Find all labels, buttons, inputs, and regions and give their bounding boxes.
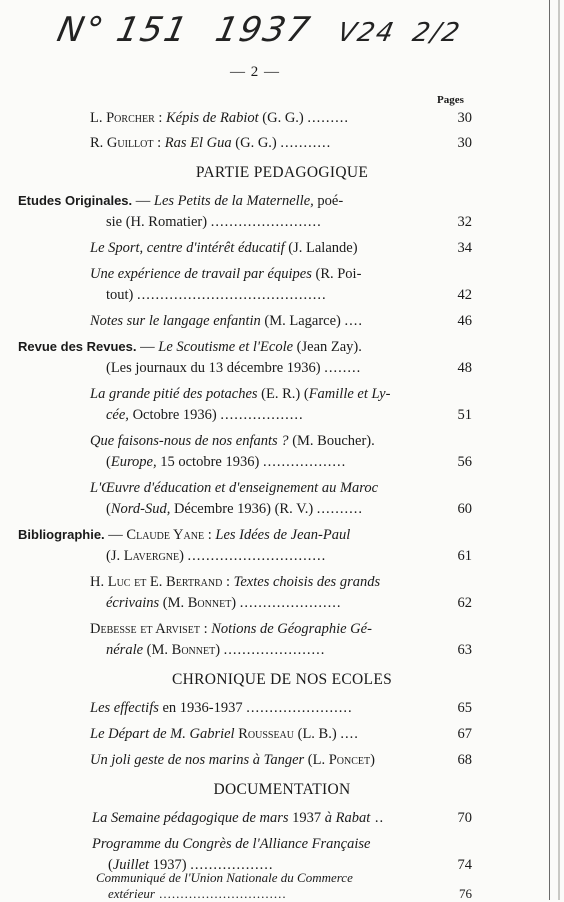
toc-entry: Que faisons-nous de nos enfants ? (M. Boucher). [90, 433, 375, 449]
entry-title: Ras El Gua [164, 135, 232, 151]
subsection-heading: Revue des Revues. [18, 339, 137, 354]
toc-entry-continued: (Europe, 15 octobre 1936) .................. 56 [106, 454, 472, 470]
section-heading-partie-pedagogique: PARTIE PEDAGOGIQUE [195, 164, 369, 181]
entry-page: 56 [457, 454, 472, 470]
entry-page: 63 [457, 642, 472, 658]
toc-entry-continued: (Les journaux du 13 décembre 1936) ........ 48 [106, 360, 472, 376]
entry-title: La Semaine pédagogique de mars [92, 810, 289, 826]
page-number: — 2 — [230, 64, 280, 80]
entry-title: L'Œuvre d'éducation et d'enseignement au Maroc [90, 480, 379, 496]
entry-page: 30 [457, 110, 472, 126]
toc-entry-continued: écrivains (M. Bonnet) ...................... 62 [106, 595, 472, 611]
entry-page: 30 [457, 135, 472, 151]
toc-entry: Le Départ de M. Gabriel Rousseau (L. B.) .... 67 [90, 726, 472, 742]
entry-title: Le Sport, centre d'intérêt éducatif [90, 240, 285, 256]
handwritten-year: 1937 [211, 10, 315, 50]
entry-title: Képis de Rabiot [166, 110, 259, 126]
handwritten-volume: V24 [334, 18, 399, 48]
toc-entry-continued: (Juillet 1937) .................. 74 [108, 857, 472, 873]
toc-entry: R. Guillot : Ras El Gua (G. G.) ........... 30 [90, 135, 472, 151]
entry-page: 42 [457, 287, 472, 303]
entry-title: Une expérience de travail par équipes [90, 266, 312, 282]
entry-title: Que faisons-nous de nos enfants ? [90, 433, 289, 449]
handwritten-number: N° 151 [53, 10, 193, 50]
entry-page: 74 [457, 857, 472, 873]
toc-entry: Une expérience de travail par équipes (R. Poi- [90, 266, 362, 282]
entry-author: L. Porcher [90, 110, 155, 126]
entry-author: Debesse et Arviset [90, 621, 200, 637]
toc-entry: Etudes Originales. — Les Petits de la Maternelle, poé- [18, 193, 344, 209]
toc-entry: Bibliographie. — Claude Yane : Les Idées de Jean-Paul [18, 527, 351, 543]
toc-entry-continued: sie (H. Romatier) ........................ 32 [106, 214, 472, 230]
toc-entry-continued: tout) ......................................... 42 [106, 287, 472, 303]
subsection-heading: Bibliographie. [18, 527, 105, 542]
toc-entry: La grande pitié des potaches (E. R.) (Famille et Ly- [90, 386, 391, 402]
entry-title: Le Scoutisme et l'Ecole [158, 339, 294, 355]
handwritten-part: 2/2 [409, 18, 464, 48]
toc-entry: Notes sur le langage enfantin (M. Lagarce) .... 46 [90, 313, 472, 329]
entry-title: Les Petits de la Maternelle, [153, 193, 314, 209]
entry-author: Claude Yane [126, 527, 205, 543]
toc-entry-continued: cée, Octobre 1936) .................. 51 [106, 407, 472, 423]
entry-title: Notions de Géographie Gé- [211, 621, 372, 637]
entry-title: Les Idées de Jean-Paul [215, 527, 351, 543]
entry-title: Communiqué de l'Union Nationale du Commerce [96, 870, 353, 885]
entry-page: 34 [457, 240, 472, 256]
toc-entry-continued: nérale (M. Bonnet) ...................... 63 [106, 642, 472, 658]
toc-entry-continued: (Nord-Sud, Décembre 1936) (R. V.) .......... 60 [106, 501, 472, 517]
handwritten-annotation [54, 10, 484, 50]
entry-page: 46 [457, 313, 472, 329]
toc-entry: Debesse et Arviset : Notions de Géographie Gé- [90, 621, 372, 637]
entry-title: Textes choisis des grands [233, 574, 381, 590]
entry-title: Le Départ de M. Gabriel [90, 726, 235, 742]
toc-entry [0, 836, 564, 858]
entry-page: 68 [457, 752, 472, 768]
section-heading-documentation: DOCUMENTATION [213, 781, 351, 798]
entry-title: Les effectifs [90, 700, 159, 716]
toc-entry [0, 480, 564, 502]
entry-author: R. Guillot [90, 135, 154, 151]
toc-entry: L. Porcher : Képis de Rabiot (G. G.) ......... 30 [90, 110, 472, 126]
entry-page: 48 [457, 360, 472, 376]
section-heading-chronique: CHRONIQUE DE NOS ECOLES [171, 671, 393, 688]
entry-page: 70 [457, 810, 472, 826]
entry-page: 32 [457, 214, 472, 230]
entry-title: Programme du Congrès de l'Alliance Française [92, 836, 371, 852]
toc-entry: Communiqué de l'Union Nationale du Commerce extérieur .............................. 76 [96, 870, 472, 901]
entry-page: 67 [457, 726, 472, 742]
entry-page: 51 [457, 407, 472, 423]
entry-page: 62 [457, 595, 472, 611]
toc-entry: Un joli geste de nos marins à Tanger (L. Poncet) 68 [90, 752, 472, 768]
entry-title: Notes sur le langage enfantin [90, 313, 261, 329]
toc-entry: H. Luc et E. Bertrand : Textes choisis des grands [90, 574, 381, 590]
pages-column-label: Pages [437, 94, 464, 106]
toc-entry: Les effectifs en 1936-1937 ....................... 65 [90, 700, 472, 716]
toc-entry: Revue des Revues. — Le Scoutisme et l'Ecole (Jean Zay). [18, 339, 362, 355]
entry-title: Un joli geste de nos marins à Tanger [90, 752, 305, 768]
toc-entry: Le Sport, centre d'intérêt éducatif (J. Lalande) 34 [90, 240, 472, 256]
entry-page: 60 [457, 501, 472, 517]
entry-author: H. Luc et E. Bertrand [90, 574, 223, 590]
entry-page: 76 [459, 886, 472, 901]
entry-page: 65 [457, 700, 472, 716]
toc-entry: La Semaine pédagogique de mars 1937 à Rabat .. 70 [92, 810, 472, 826]
toc-entry-continued: (J. Lavergne) .............................. 61 [106, 548, 472, 564]
entry-page: 61 [457, 548, 472, 564]
subsection-heading: Etudes Originales. [18, 193, 133, 208]
entry-title: La grande pitié des potaches [90, 386, 258, 402]
